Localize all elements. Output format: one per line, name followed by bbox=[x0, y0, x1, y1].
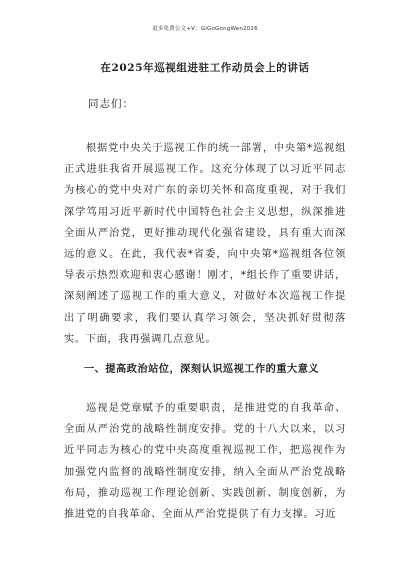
watermark-header: 更多免费公文+V：GiGoGongWen2026 bbox=[152, 26, 258, 32]
body-paragraph-1: 根据党中央关于巡视工作的统一部署，中央第*巡视组正式进驻我省开展巡视工作。这充分体现了以习近平同志为核心的党中央对广东的亲切关怀和高度重视，对于我们深学笃用习近平新时代中国特色社会主义思想，纵深推进全面从严治党，更好推动现代化强省建设，具有重大而深远的意义。在此，我代表*省委，向中央第*巡视组各位领导表示热烈欢迎和衷心感谢！刚才，*组长作了重要讲话，深刻阐述了巡视工作的重大意义，对做好本次巡视工作提出了明确要求，我们要认真学习领会，坚决抓好贯彻落实。下面，我再强调几点意见。 bbox=[64, 143, 346, 345]
body-paragraph-2: 巡视是党章赋予的重要职责，是推进党的自我革命、全面从严治党的战略性制度安排。党的十八大以来，以习近平同志为核心的党中央高度重视巡视工作，把巡视作为加强党内监督的战略性制度安排，纳入全面从严治党战略布局，推动巡视工作理论创新、实践创新、制度创新，为推进党的自我革命、全面从严治党提供了有力支撑。习近 bbox=[64, 403, 346, 521]
document-title: 在2025年巡视组进驻工作动员会上的讲话 bbox=[100, 62, 310, 74]
section-heading-1: 一、提高政治站位，深刻认识巡视工作的重大意义 bbox=[84, 363, 320, 375]
salutation: 同志们： bbox=[88, 98, 134, 110]
